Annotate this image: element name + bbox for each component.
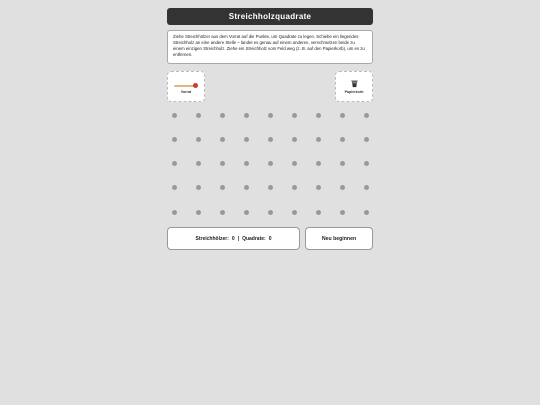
matches-count: 0	[231, 235, 235, 242]
grid-dot[interactable]	[196, 113, 201, 118]
grid-dot[interactable]	[220, 137, 225, 142]
grid-dot[interactable]	[172, 161, 177, 166]
title-text: Streichholzquadrate	[228, 12, 312, 21]
squares-count: 0	[268, 235, 272, 242]
grid-dot[interactable]	[292, 137, 297, 142]
status-separator: |	[237, 235, 240, 242]
squares-label: Quadrate:	[242, 235, 266, 242]
matches-label: Streichhölzer:	[195, 235, 229, 242]
grid-dot[interactable]	[364, 137, 369, 142]
grid-dot[interactable]	[292, 161, 297, 166]
grid-dot[interactable]	[340, 137, 345, 142]
grid-dot[interactable]	[364, 185, 369, 190]
grid-dot[interactable]	[340, 113, 345, 118]
grid-dot[interactable]	[268, 137, 273, 142]
grid-dot[interactable]	[244, 210, 249, 215]
grid-dot[interactable]	[316, 137, 321, 142]
trash-label: Papierkorb	[344, 90, 364, 94]
grid-dot[interactable]	[292, 113, 297, 118]
grid-dot[interactable]	[220, 113, 225, 118]
grid-dot[interactable]	[268, 185, 273, 190]
grid-dot[interactable]	[196, 161, 201, 166]
grid-dot[interactable]	[172, 185, 177, 190]
grid-dot[interactable]	[364, 161, 369, 166]
trash-tile[interactable]	[335, 71, 373, 102]
grid-dot[interactable]	[244, 113, 249, 118]
grid-dot[interactable]	[172, 113, 177, 118]
grid-dot[interactable]	[340, 185, 345, 190]
instructions-panel	[167, 30, 373, 64]
instructions-text: Ziehe Streichhölzer aus dem Vorrat auf die Punkte, um Quadrate zu legen. Schiebe ein liegendes Streichholz an eine andere Stelle – landet es genau auf einem anderen, verschmelzen beide zu einem einzigen Streichholz. Ziehe ein Streichholz vom Feld weg (z. B. auf den Papierkorb), um es zu entfernen.	[173, 34, 365, 57]
grid-dot[interactable]	[244, 137, 249, 142]
grid-dot[interactable]	[220, 210, 225, 215]
grid-dot[interactable]	[268, 113, 273, 118]
grid-dot[interactable]	[364, 113, 369, 118]
grid-dot[interactable]	[196, 137, 201, 142]
grid-dot[interactable]	[292, 185, 297, 190]
grid-dot[interactable]	[268, 161, 273, 166]
grid-dot[interactable]	[268, 210, 273, 215]
grid-dot[interactable]	[340, 210, 345, 215]
grid-dot[interactable]	[196, 210, 201, 215]
supply-tile[interactable]	[167, 71, 205, 102]
grid-dot[interactable]	[172, 210, 177, 215]
grid-dot[interactable]	[244, 185, 249, 190]
grid-dot[interactable]	[292, 210, 297, 215]
grid-dot[interactable]	[244, 161, 249, 166]
board-grid[interactable]	[174, 115, 366, 212]
grid-dot[interactable]	[316, 113, 321, 118]
supply-label: Vorrat	[180, 90, 192, 94]
grid-dot[interactable]	[316, 161, 321, 166]
grid-dot[interactable]	[172, 137, 177, 142]
grid-dot[interactable]	[316, 210, 321, 215]
grid-dot[interactable]	[340, 161, 345, 166]
grid-dot[interactable]	[196, 185, 201, 190]
grid-dot[interactable]	[364, 210, 369, 215]
page-title	[167, 8, 373, 25]
trash-icon	[350, 79, 359, 88]
grid-dot[interactable]	[220, 161, 225, 166]
grid-dot[interactable]	[220, 185, 225, 190]
grid-dot[interactable]	[316, 185, 321, 190]
restart-button[interactable]: Neu beginnen	[305, 227, 373, 250]
status-bar	[167, 227, 300, 250]
match-icon[interactable]	[174, 83, 198, 88]
